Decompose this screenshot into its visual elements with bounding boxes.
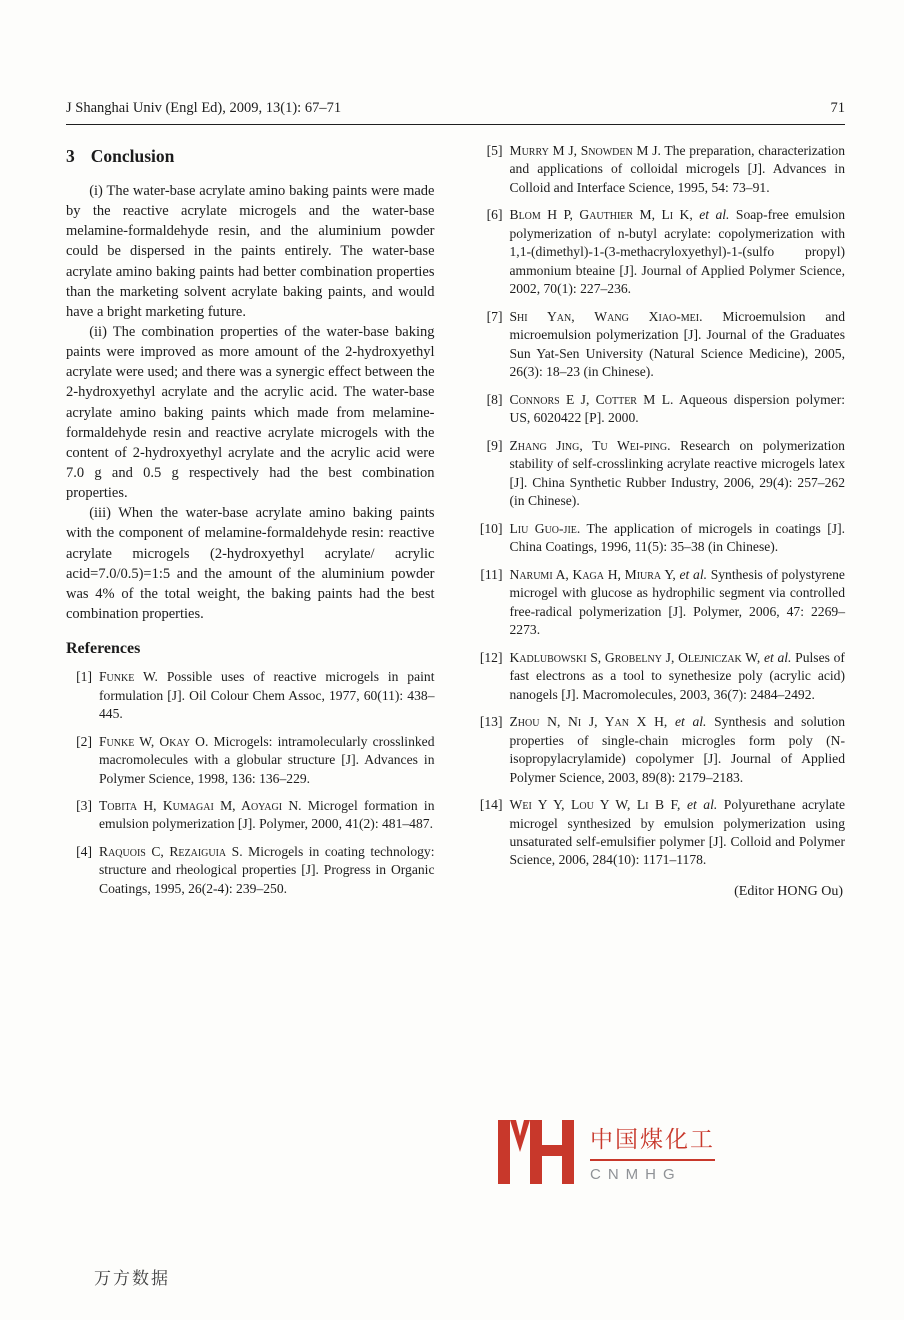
- reference-authors: Narumi A, Kaga H, Miura Y,: [509, 566, 676, 582]
- journal-citation: J Shanghai Univ (Engl Ed), 2009, 13(1): 67–71: [66, 100, 342, 116]
- reference-body: [510, 437, 846, 511]
- reference-label: [1]: [76, 669, 92, 685]
- reference-authors: Tobita H, Kumagai M, Aoyagi N.: [99, 798, 302, 813]
- reference-label: [5]: [486, 143, 503, 158]
- two-column-body: [66, 142, 845, 907]
- conclusion-paragraph: (ii) The combination properties of the water-base baking paints were improved as more amount of the 2-hydroxyethyl acrylate were used; and there was a synergic effect between the 2-hydroxyethyl acrylate and the acrylic acid. The water-base acrylate amino baking paints which made from melamine-formaldehyde resin and reactive acrylate microgels with the content of 2-hydroxyethyl acrylate and the acrylic acid were 7.0 g and 0.5 g respectively had the best combination properties.: [66, 323, 435, 502]
- reference-label: [13]: [479, 714, 503, 730]
- reference-body: [99, 797, 435, 834]
- reference-authors: Murry M J, Snowden M J.: [509, 143, 661, 158]
- reference-item: [66, 668, 435, 723]
- reference-label: [4]: [76, 843, 92, 859]
- reference-text: Research on polymerization stability of self-crosslinking acrylate reactive microgels latex [J]. China Synthetic Rubber Industry, 2006, 29(4): 257–262 (in Chinese).: [509, 437, 845, 509]
- reference-etal: et al.: [679, 566, 707, 582]
- reference-body: [510, 713, 846, 787]
- reference-text: Aqueous dispersion polymer: US, 6020422 [P]. 2000.: [509, 391, 845, 426]
- reference-text: Synthesis and solution properties of single-chain microgles form poly (N-isopropylacrylamide) copolymer [J]. Journal of Applied Polymer Science, 2003, 89(8): 2179–2183.: [509, 714, 845, 785]
- reference-authors: Zhou N, Ni J, Yan X H,: [509, 714, 668, 730]
- reference-text: Soap-free emulsion polymerization of n-butyl acrylate: copolymerization with 1,1-(dimethyl)-1-(3-methacryloxyethyl)-1-(sulfo propyl) ammonium bteaine [J]. Journal of Applied Polymer Science, 2002, 70(1): 227–236.: [509, 207, 846, 297]
- reference-label: [8]: [486, 391, 503, 407]
- reference-etal: et al.: [674, 714, 707, 730]
- reference-label: [14]: [479, 797, 503, 813]
- reference-authors: Liu Guo-jie.: [509, 520, 581, 536]
- reference-authors: Connors E J, Cotter M L.: [509, 391, 674, 407]
- reference-text: Pulses of fast electrons as a tool to synethesize poly (acrylic acid) nanogels [J]. Macromolecules, 2003, 36(7): 2484–2492.: [509, 649, 845, 702]
- reference-authors: Zhang Jing, Tu Wei-ping.: [509, 437, 671, 453]
- reference-text: Synthesis of polystyrene microgel with glucose as hydrophilic segment via controlled free-radical polymerization [J]. Polymer, 2006, 47: 2269–2273.: [509, 566, 845, 638]
- reference-body: [99, 843, 435, 898]
- reference-item: [477, 713, 846, 787]
- wanfang-watermark: 万方数据: [94, 1269, 170, 1288]
- conclusion-heading: [66, 146, 435, 167]
- cnmhg-brand-block: [498, 1120, 715, 1184]
- reference-label: [2]: [76, 733, 92, 749]
- reference-body: [510, 308, 846, 382]
- references-list-right: [477, 142, 846, 870]
- reference-text: Possible uses of reactive microgels in paint formulation [J]. Oil Colour Chem Assoc, 1977, 60(11): 438–445.: [99, 669, 435, 722]
- logo-latin-name: CNMHG: [590, 1166, 682, 1183]
- reference-item: [477, 566, 846, 640]
- reference-label: [12]: [479, 649, 503, 665]
- reference-etal: et al.: [686, 797, 718, 813]
- reference-item: [477, 796, 846, 870]
- cnmhg-logo-text: [590, 1121, 715, 1183]
- reference-item: [477, 308, 846, 382]
- reference-authors: Wei Y Y, Lou Y W, Li B F,: [509, 797, 681, 813]
- reference-authors: Funke W, Okay O.: [99, 733, 209, 749]
- reference-label: [6]: [486, 207, 503, 223]
- editor-note: (Editor HONG Ou): [734, 883, 843, 899]
- references-list-left: [66, 668, 435, 898]
- conclusion-paragraph: (i) The water-base acrylate amino baking paints were made by the reactive acrylate microgels and the water-base melamine-formaldehyde resin, and the aluminium powder could be dispersed in the paints entirely. The water-base acrylate amino baking paints had better combination properties than the marketing solvent acrylate baking paints, and would have a bright marketing future.: [66, 183, 435, 320]
- reference-label: [3]: [76, 798, 92, 813]
- reference-text: Polyurethane acrylate microgel synthesized by emulsion polymerization using unsaturated self-emulsifier polymer [J]. Colloid and Polymer Science, 2006, 284(10): 1171–1178.: [509, 797, 846, 868]
- reference-text: Microgels: intramolecularly crosslinked macromolecules with a globular structure [J]. Advances in Polymer Science, 1998, 136: 136–229.: [99, 733, 435, 786]
- reference-text: Microemulsion and microemulsion polymerization [J]. Journal of the Graduates Sun Yat-Sen University (Natural Science Medicine), 2005, 26(3): 18–23 (in Chinese).: [509, 308, 845, 380]
- left-column: [66, 142, 435, 907]
- reference-label: [7]: [486, 308, 503, 324]
- reference-label: [10]: [479, 520, 503, 536]
- reference-item: [66, 797, 435, 834]
- reference-text: The application of microgels in coatings [J]. China Coatings, 1996, 11(5): 35–38 (in Chinese).: [509, 520, 845, 555]
- reference-item: [66, 843, 435, 898]
- conclusion-paragraphs: [66, 181, 435, 624]
- reference-body: [510, 520, 846, 557]
- reference-body: [510, 649, 846, 704]
- reference-body: [510, 796, 846, 870]
- cnmhg-logo-icon: [498, 1120, 578, 1184]
- references-heading: References: [66, 640, 141, 658]
- reference-text: Microgel formation in emulsion polymerization [J]. Polymer, 2000, 41(2): 481–487.: [99, 798, 435, 832]
- reference-body: [510, 206, 846, 298]
- reference-label: [11]: [480, 566, 503, 582]
- logo-chinese-name: 中国煤化工: [590, 1121, 715, 1161]
- section-title: Conclusion: [90, 146, 175, 166]
- reference-authors: Kadlubowski S, Grobelny J, Olejniczak W,: [509, 649, 761, 665]
- reference-item: [477, 649, 846, 704]
- reference-text: The preparation, characterization and applications of colloidal microgels [J]. Advances in Colloid and Interface Science, 1995, 54: 73–91.: [509, 143, 846, 195]
- conclusion-paragraph: (iii) When the water-base acrylate amino baking paints with the component of melamine-formaldehyde resin: reactive acrylate microgels (2-hydroxyethyl acrylate/ acrylic acid=7.0/0.5)=1:5 and the amount of the aluminium powder was 4% of the total weight, the baking paints had the best combination properties.: [66, 505, 435, 622]
- reference-text: Microgels in coating technology: structure and rheological properties [J]. Progress in Organic Coatings, 1995, 26(2-4): 239–250.: [99, 843, 435, 896]
- page-header: [66, 100, 845, 125]
- reference-body: [510, 142, 846, 197]
- reference-authors: Blom H P, Gauthier M, Li K,: [509, 207, 693, 223]
- reference-authors: Shi Yan, Wang Xiao-mei.: [509, 308, 703, 324]
- reference-item: [477, 437, 846, 511]
- right-column: [477, 142, 846, 907]
- reference-authors: Raquois C, Rezaiguia S.: [99, 843, 243, 859]
- reference-item: [477, 206, 846, 298]
- reference-item: [477, 391, 846, 428]
- reference-label: [9]: [486, 437, 503, 453]
- reference-body: [99, 733, 435, 788]
- reference-etal: et al.: [763, 649, 792, 665]
- reference-body: [510, 391, 846, 428]
- reference-body: [99, 668, 435, 723]
- reference-authors: Funke W.: [99, 669, 158, 685]
- section-number: 3: [66, 146, 75, 166]
- reference-item: [66, 733, 435, 788]
- reference-item: [477, 142, 846, 197]
- reference-etal: et al.: [699, 207, 730, 223]
- page-number: 71: [830, 100, 845, 116]
- reference-body: [510, 566, 846, 640]
- reference-item: [477, 520, 846, 557]
